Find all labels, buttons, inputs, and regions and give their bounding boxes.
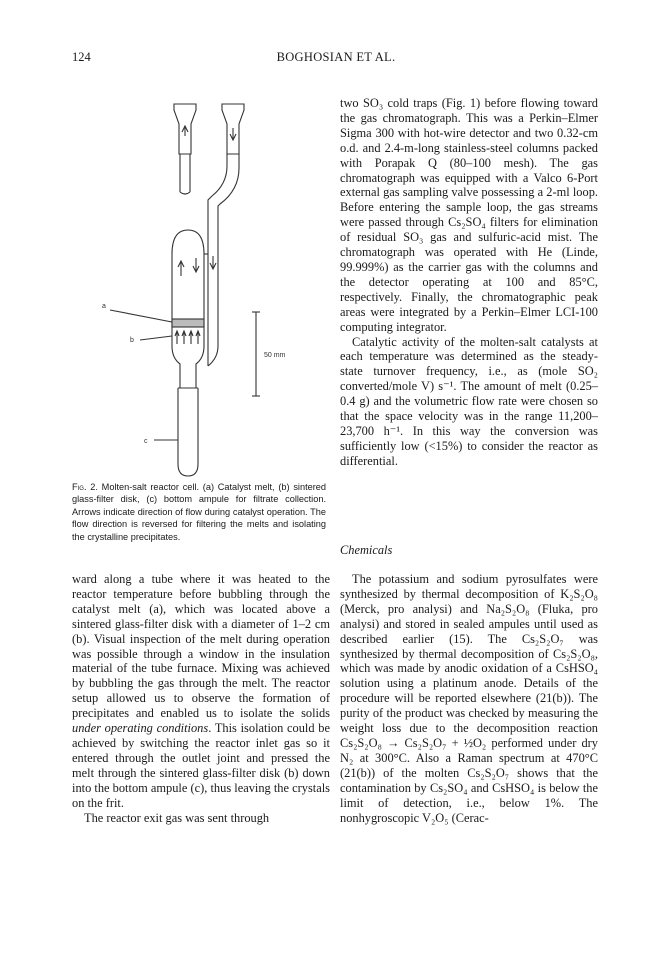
label-b: b (130, 337, 134, 344)
reactor-text-emphasis: under operating conditions (72, 721, 209, 736)
section-title-chemicals: Chemicals (340, 543, 393, 557)
reactor-cell-figure (80, 96, 340, 480)
reactor-text-a: ward along a tube where it was heated to the reactor temperature before bubbling through the catalyst melt (a), which was located above a sintered glass-filter disk with a diameter of 1–2 cm (b). Visual inspection of the melt during operation was possible through a window in the insulation material of the tube furnace. Mixing was achieved by bubbling the gas through the melt. The reactor setup allowed us to observe the formation of precipitates and enabled us to isolate the solids (72, 572, 330, 721)
label-c: c (144, 438, 148, 445)
label-a: a (102, 303, 106, 310)
right-column-top (340, 96, 598, 469)
caption-lead: Fig. 2. (72, 482, 98, 492)
paragraph-reactor-description (72, 572, 330, 811)
paragraph-catalytic-activity: Catalytic activity of the molten-salt catalysts at each temperature was determined as the steady-state turnover frequency, i.e., as (mole SO₂ converted/mole V) s⁻¹. The amount of melt (0.25–0.4 g) and the volumetric flow rate were chosen so that the space velocity was in the range 11,200–23,700 h⁻¹. In this way the conversion was sufficiently low (<15%) to consider the reactor as differential. (340, 334, 598, 468)
reactor-text-b: . This isolation could be achieved by switching the reactor inlet gas so it entered through the outlet joint and pressed the melt through the sintered glass-filter disk (b) down into the bottom ampule (c), thus leaving the crystals on the frit. (72, 721, 330, 810)
left-column-bottom (72, 572, 330, 825)
scale-label: 50 mm (264, 352, 286, 359)
reactor-cell-drawing (80, 96, 340, 480)
paragraph-gas-chromatograph: two SO₃ cold traps (Fig. 1) before flowing toward the gas chromatograph. This was a Perkin–Elmer Sigma 300 with hot-wire detector and two 0.32-cm o.d. and 2.4-m-long stainless-steel columns packed with Porapak Q (80–100 mesh). The gas chromatograph was equipped with a Valco 6-Port external gas sampling valve possessing a 2-ml loop. Before entering the sample loop, the gas streams were passed through Cs₂SO₄ filters for elimination of residual SO₃ gas and sulfuric-acid mist. The chromatograph was operated with He (Linde, 99.999%) as the carrier gas with the columns and the detector operating at 100 and 85°C, respectively. Finally, the chromatographic peak areas were integrated by a Perkin–Elmer LCI-100 computing integrator. (340, 96, 598, 334)
right-column-bottom (340, 572, 598, 825)
paragraph-exit-gas: The reactor exit gas was sent through (84, 810, 270, 825)
page-number: 124 (72, 50, 91, 64)
caption-text: Molten-salt reactor cell. (a) Catalyst melt, (b) sintered glass-filter disk, (c) bottom ampule for filtrate collection. Arrows indicate direction of flow during catalyst operation. The flow direction is reversed for filtering the melts and isolating the crystalline precipitates. (72, 482, 327, 542)
figure-caption (72, 481, 326, 543)
running-head: BOGHOSIAN ET AL. (276, 50, 396, 64)
paragraph-chemicals: The potassium and sodium pyrosulfates were synthesized by thermal decomposition of K₂S₂O₈ (Merck, pro analysi) and Na₂S₂O₈ (Fluka, pro analysi) and stored in sealed ampules until used as described earlier (15). The Cs₂S₂O₇ was synthesized by thermal decomposition of Cs₂S₂O₈, which was made by anodic oxidation of a CsHSO₄ solution using a platinum anode. Details of the procedure will be reported elsewhere (21(b)). The purity of the product was checked by measuring the weight loss due to the decomposition reaction Cs₂S₂O₈ → Cs₂S₂O₇ + ½O₂ performed under dry N₂ at 300°C. Also a Raman spectrum at 470°C (21(b)) of the molten Cs₂S₂O₇ shows that the contamination by Cs₂SO₄ and CsHSO₄ is below the limit of detection, i.e., below 1%. The nonhygroscopic V₂O₅ (Cerac- (340, 572, 598, 825)
